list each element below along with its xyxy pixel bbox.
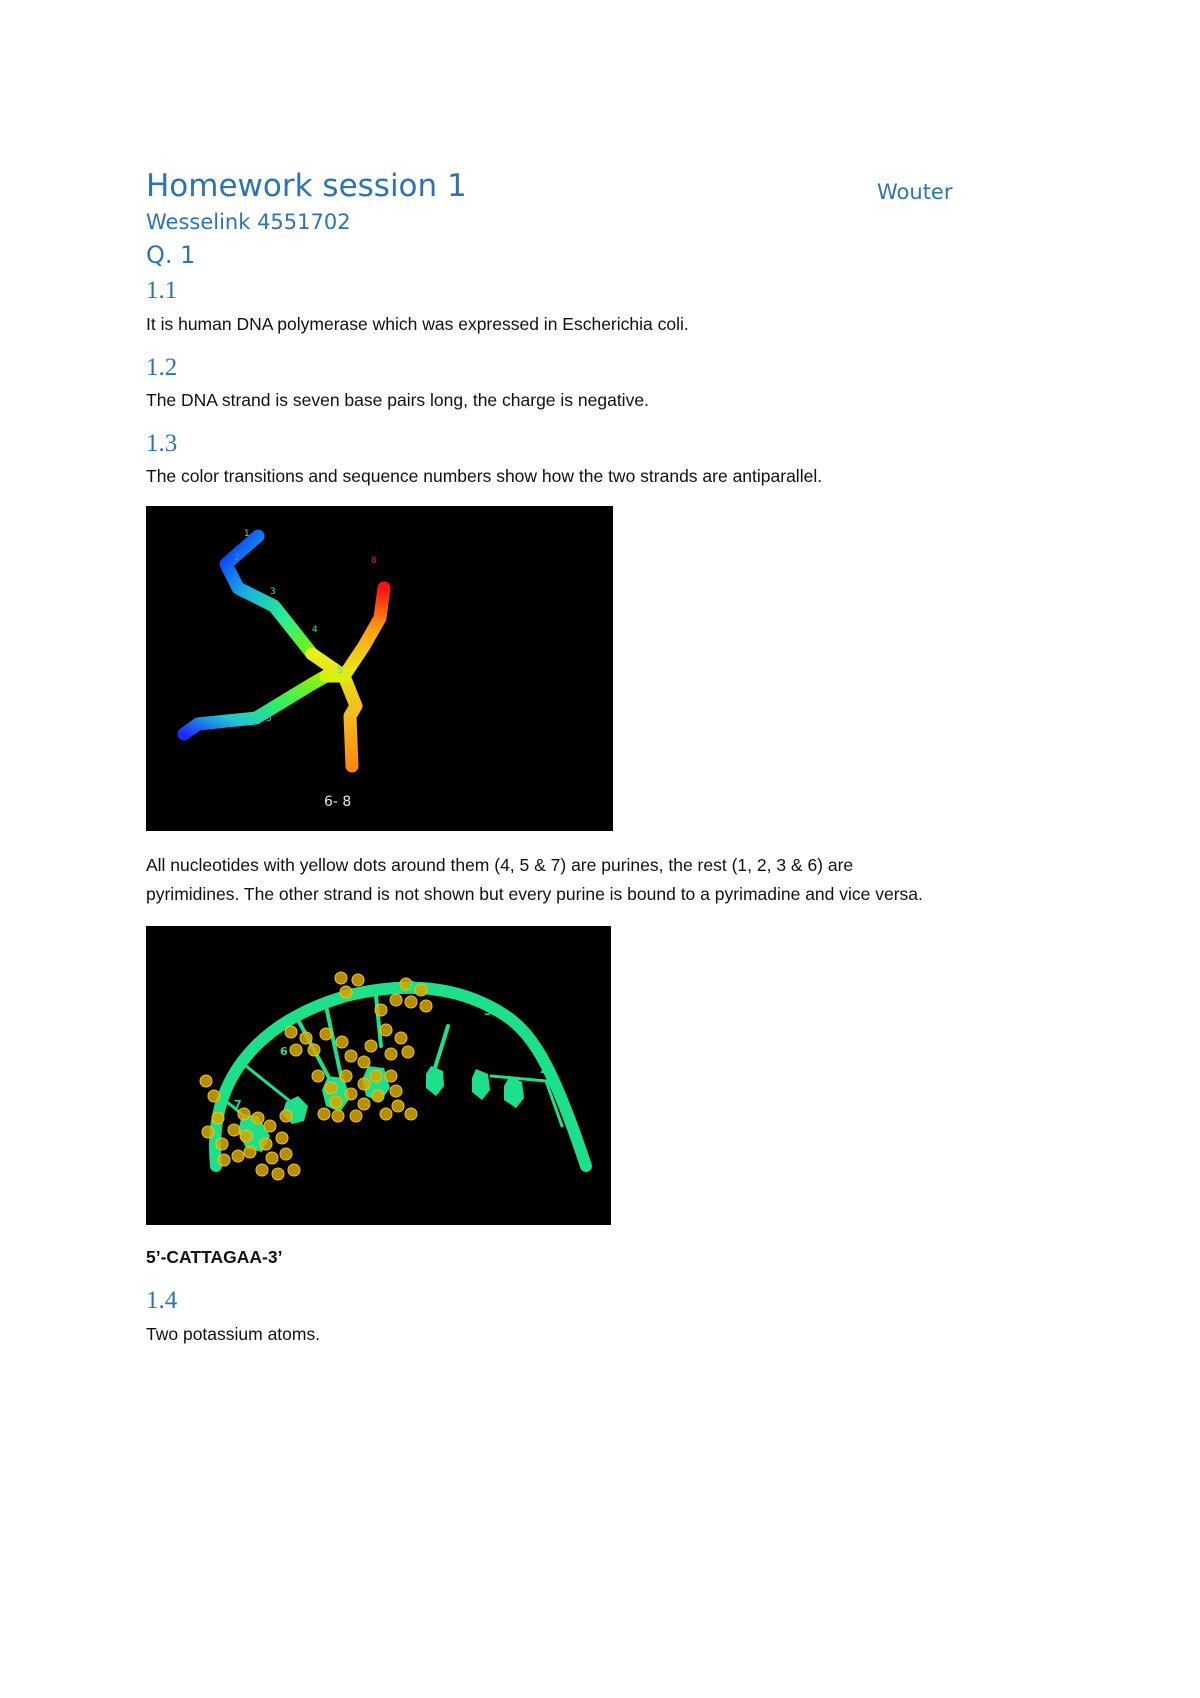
author-first-name: Wouter: [877, 180, 953, 204]
dna-strand-rainbow-figure: [146, 506, 613, 831]
figure2-label-2: 2: [540, 1063, 548, 1076]
figure1-label-8: 8: [371, 556, 377, 566]
figure1-label-5b: 5: [266, 714, 272, 724]
dna-sequence: 5’-CATTAGAA-3’: [146, 1247, 283, 1267]
section-heading-1-3: 1.3: [146, 430, 178, 457]
figure1-label-5: 5: [337, 666, 343, 676]
figure1-label-1: 1: [244, 529, 250, 539]
section-heading-1-1: 1.1: [146, 277, 178, 304]
figure2-label-7: 7: [234, 1098, 242, 1111]
document-title: Homework session 1: [146, 168, 467, 204]
purines-text-line-1: All nucleotides with yellow dots around them (4, 5 & 7) are purines, the rest (1, 2, 3 & 6) are: [146, 855, 854, 875]
figure1-label-2: 2: [234, 553, 240, 563]
figure2-label-6: 6: [280, 1045, 288, 1058]
section-heading-1-4: 1.4: [146, 1287, 178, 1314]
question-heading: Q. 1: [146, 241, 196, 269]
figure2-label-1: 1: [566, 1108, 574, 1121]
figure1-label-3: 3: [270, 587, 276, 597]
section-heading-1-2: 1.2: [146, 354, 178, 381]
section-text-1-1: It is human DNA polymerase which was expressed in Escherichia coli.: [146, 314, 689, 334]
author-last-name-id: Wesselink 4551702: [146, 210, 351, 234]
section-text-1-2: The DNA strand is seven base pairs long, the charge is negative.: [146, 390, 649, 410]
figure2-label-3: 3: [484, 1005, 492, 1018]
figure1-label-4: 4: [312, 625, 318, 635]
section-text-1-3: The color transitions and sequence numbers show how the two strands are antiparallel.: [146, 466, 823, 486]
figure1-caption-label: 6- 8: [324, 794, 352, 810]
figure2-label-4: 4: [408, 979, 416, 992]
dna-purines-figure: [146, 926, 611, 1225]
section-text-1-4: Two potassium atoms.: [146, 1324, 321, 1344]
purines-text-line-2: pyrimidines. The other strand is not shown but every purine is bound to a pyrimadine and vice versa.: [146, 884, 923, 904]
